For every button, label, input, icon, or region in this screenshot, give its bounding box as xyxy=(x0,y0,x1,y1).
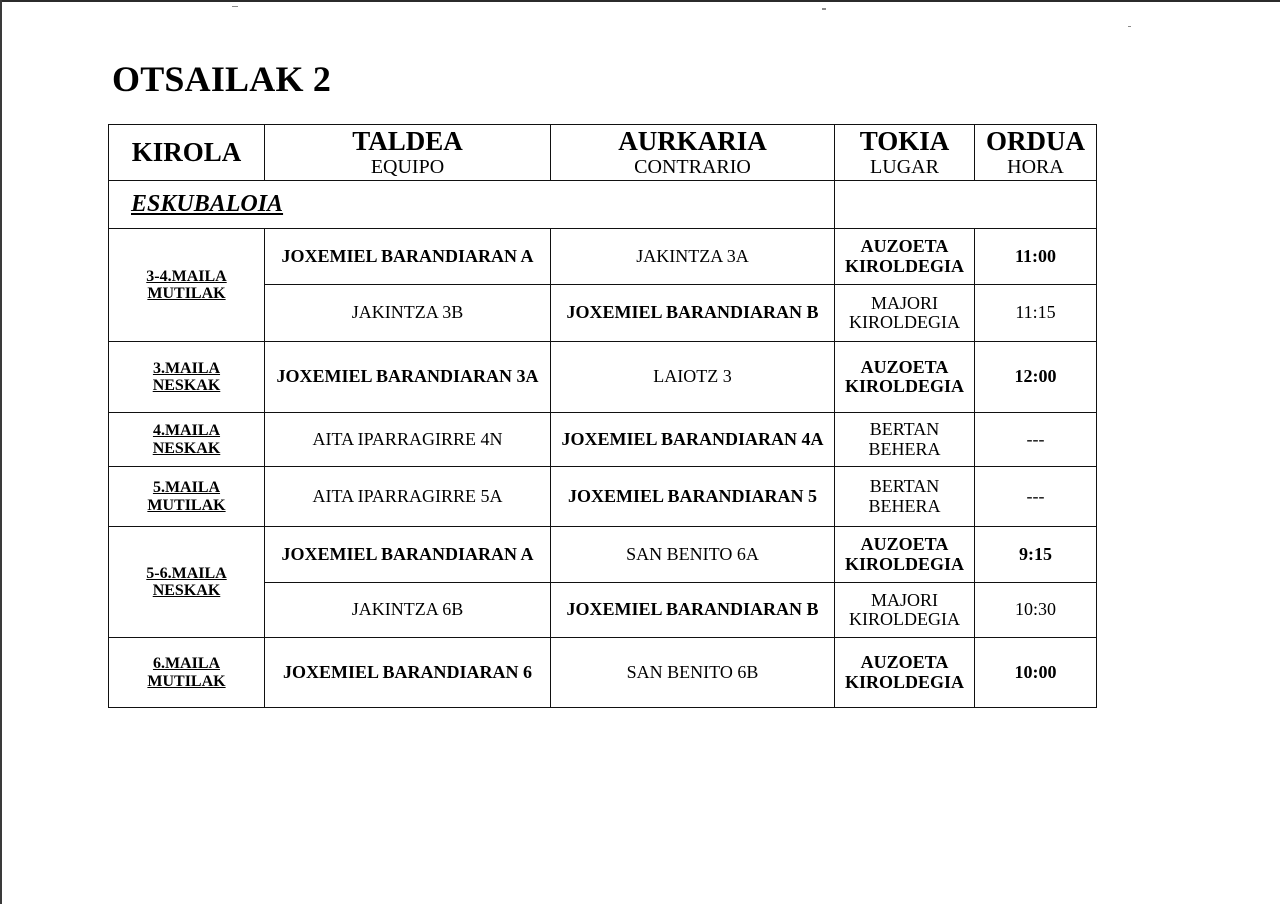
time-cell: 12:00 xyxy=(975,342,1097,413)
place-cell: AUZOETA KIROLDEGIA xyxy=(835,527,975,583)
opponent-cell: JOXEMIEL BARANDIARAN B xyxy=(551,583,835,638)
scan-speck xyxy=(1128,26,1131,27)
opponent-cell: LAIOTZ 3 xyxy=(551,342,835,413)
section-title-cell xyxy=(109,181,835,229)
header-team: TALDEA EQUIPO xyxy=(265,125,551,181)
opponent-cell: JOXEMIEL BARANDIARAN 4A xyxy=(551,413,835,467)
table-row xyxy=(109,229,1097,285)
opponent-cell: JOXEMIEL BARANDIARAN B xyxy=(551,285,835,342)
team-cell: AITA IPARRAGIRRE 5A xyxy=(265,467,551,527)
time-cell: --- xyxy=(975,413,1097,467)
team-cell: JAKINTZA 3B xyxy=(265,285,551,342)
place-cell: AUZOETA KIROLDEGIA xyxy=(835,342,975,413)
opponent-cell: SAN BENITO 6A xyxy=(551,527,835,583)
table-row xyxy=(109,638,1097,708)
place-cell: MAJORI KIROLDEGIA xyxy=(835,583,975,638)
page-title: OTSAILAK 2 xyxy=(112,59,332,99)
place-cell: BERTAN BEHERA xyxy=(835,467,975,527)
time-cell: 11:00 xyxy=(975,229,1097,285)
place-cell: BERTAN BEHERA xyxy=(835,413,975,467)
header-place: TOKIA LUGAR xyxy=(835,125,975,181)
section-row xyxy=(109,181,1097,229)
scan-speck xyxy=(822,8,826,10)
scan-edge-top xyxy=(0,0,1280,2)
scan-edge-left xyxy=(0,0,2,904)
team-cell: JAKINTZA 6B xyxy=(265,583,551,638)
opponent-cell: JAKINTZA 3A xyxy=(551,229,835,285)
table-row xyxy=(109,413,1097,467)
team-cell: JOXEMIEL BARANDIARAN 6 xyxy=(265,638,551,708)
table-row xyxy=(109,342,1097,413)
section-title: ESKUBALOIA xyxy=(131,190,284,217)
header-sport: KIROLA xyxy=(109,125,265,181)
header-time: ORDUA HORA xyxy=(975,125,1097,181)
category-cell: 6.MAILA MUTILAK xyxy=(109,638,265,708)
category-cell: 4.MAILA NESKAK xyxy=(109,413,265,467)
category-cell: 3-4.MAILA MUTILAK xyxy=(109,229,265,342)
opponent-cell: JOXEMIEL BARANDIARAN 5 xyxy=(551,467,835,527)
time-cell: 11:15 xyxy=(975,285,1097,342)
time-cell: 10:30 xyxy=(975,583,1097,638)
opponent-cell: SAN BENITO 6B xyxy=(551,638,835,708)
team-cell: JOXEMIEL BARANDIARAN 3A xyxy=(265,342,551,413)
team-cell: JOXEMIEL BARANDIARAN A xyxy=(265,229,551,285)
table-row xyxy=(109,467,1097,527)
header-opponent: AURKARIA CONTRARIO xyxy=(551,125,835,181)
team-cell: AITA IPARRAGIRRE 4N xyxy=(265,413,551,467)
section-empty-cell xyxy=(835,181,1097,229)
team-cell: JOXEMIEL BARANDIARAN A xyxy=(265,527,551,583)
schedule-table xyxy=(108,124,1097,708)
category-cell: 5.MAILA MUTILAK xyxy=(109,467,265,527)
place-cell: MAJORI KIROLDEGIA xyxy=(835,285,975,342)
category-cell: 3.MAILA NESKAK xyxy=(109,342,265,413)
category-cell: 5-6.MAILA NESKAK xyxy=(109,527,265,638)
table-row xyxy=(109,527,1097,583)
place-cell: AUZOETA KIROLDEGIA xyxy=(835,638,975,708)
header-row xyxy=(109,125,1097,181)
scan-speck xyxy=(232,6,238,7)
time-cell: 10:00 xyxy=(975,638,1097,708)
time-cell: 9:15 xyxy=(975,527,1097,583)
time-cell: --- xyxy=(975,467,1097,527)
place-cell: AUZOETA KIROLDEGIA xyxy=(835,229,975,285)
